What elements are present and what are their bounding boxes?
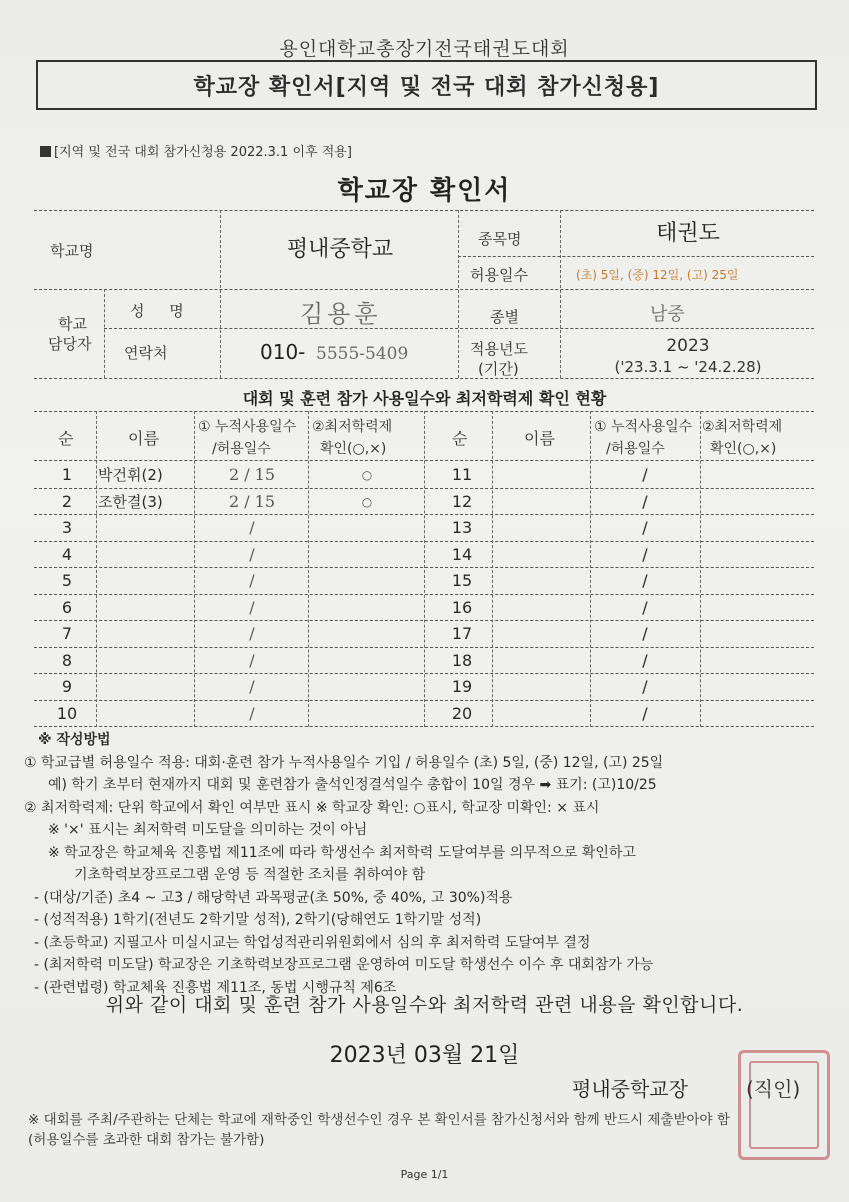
usage-days: / — [642, 624, 648, 643]
table-row — [38, 568, 813, 594]
contact-prefix: 010- — [260, 340, 306, 364]
min-achievement-check — [310, 595, 424, 621]
table-row — [38, 462, 813, 488]
school-label: 학교명 — [50, 242, 94, 260]
col-header-days-2: /허용일수 — [212, 441, 271, 457]
instruction-line: ※ 학교장은 학교체육 진흥법 제11조에 따라 학생선수 최저학력 도달여부를 의무적으로 확인하고 — [48, 844, 636, 861]
event-title: 용인대학교총장기전국태권도대회 — [279, 38, 570, 60]
instruction-line: - (초등학교) 지필고사 미실시교는 학업성적관리위원회에서 심의 후 최저학력 도달여부 결정 — [34, 934, 591, 951]
manager-label-line2: 담당자 — [48, 335, 92, 353]
min-achievement-check — [310, 515, 424, 541]
divider — [104, 289, 105, 378]
row-no: 18 — [451, 650, 473, 670]
page-number: Page 1/1 — [400, 1168, 449, 1181]
usage-days: 2 / 15 — [228, 491, 276, 511]
table-row — [38, 674, 813, 700]
usage-days: / — [249, 624, 255, 643]
row-no: 4 — [61, 544, 73, 564]
row-no: 2 — [61, 491, 73, 511]
min-achievement-check — [310, 542, 424, 568]
name-label: 성 명 — [130, 302, 194, 320]
instruction-line: ① 학교급별 허용일수 적용: 대회·훈련 참가 누적사용일수 기입 / 허용일수 (초) 5일, (중) 12일, (고) 25일 — [24, 754, 664, 771]
divider — [220, 210, 221, 378]
table-row — [38, 595, 813, 621]
table-row — [38, 648, 813, 674]
student-name — [98, 568, 194, 594]
year-label-2: (기간) — [478, 360, 519, 378]
min-achievement-check — [310, 568, 424, 594]
usage-days: / — [642, 544, 648, 564]
sport-label: 종목명 — [478, 230, 522, 248]
row-no: 6 — [61, 597, 73, 617]
col-header-check-2: 확인(○,×) — [320, 441, 387, 457]
student-name — [98, 595, 194, 621]
gender-label: 종별 — [490, 308, 519, 326]
instruction-line: - (성적적용) 1학기(전년도 2학기말 성적), 2학기(당해연도 1학기말 성적) — [34, 912, 482, 928]
contact-label: 연락처 — [124, 344, 168, 362]
usage-days: / — [642, 518, 648, 537]
divider — [492, 411, 493, 727]
usage-days: / — [249, 597, 255, 617]
divider — [34, 378, 814, 379]
row-no: 9 — [61, 677, 73, 696]
usage-days: / — [249, 571, 255, 590]
official-seal-stamp — [738, 1050, 830, 1160]
row-no: 3 — [61, 518, 73, 537]
divider — [590, 411, 591, 727]
divider — [194, 411, 195, 727]
contact-handwritten: 5555-5409 — [316, 344, 409, 364]
table-title: 대회 및 훈련 참가 사용일수와 최저학력제 확인 현황 — [242, 389, 607, 408]
divider — [458, 256, 814, 257]
min-achievement-check: ○ — [361, 468, 373, 482]
seal-label: (직인) — [746, 1077, 801, 1101]
divider — [560, 210, 561, 378]
instruction-line: - (최저학력 미도달) 학교장은 기초학력보장프로그램 운영하여 미도달 학생선수 이수 후 대회참가 가능 — [34, 957, 654, 973]
min-achievement-check — [310, 674, 424, 700]
student-name: 박건휘(2) — [98, 466, 163, 484]
min-achievement-check — [310, 701, 424, 727]
instruction-line: - (대상/기준) 초4 ~ 고3 / 해당학년 과목평균(초 50%, 중 40%, 고 30%)적용 — [34, 889, 513, 906]
square-bullet-icon — [40, 146, 51, 157]
footer-line: (허용일수를 초과한 대회 참가는 불가함) — [28, 1132, 265, 1148]
footer-line: ※ 대회를 주최/주관하는 단체는 학교에 재학중인 학생선수인 경우 본 확인서를 참가신청서와 함께 반드시 제출받아야 함 — [28, 1112, 730, 1128]
usage-days: / — [642, 703, 648, 723]
manager-name-handwritten: 김용훈 — [300, 300, 382, 328]
col-header-days-right-2: /허용일수 — [606, 441, 665, 457]
col-header-no: 순 — [58, 429, 74, 448]
col-header-days: ① 누적사용일수 — [198, 419, 297, 435]
writing-instructions — [24, 729, 663, 999]
divider — [458, 210, 459, 378]
usage-days: / — [642, 597, 648, 617]
col-header-name: 이름 — [128, 429, 159, 448]
row-no: 11 — [451, 465, 473, 484]
usage-days: / — [249, 650, 255, 670]
document-title: 학교장 확인서 — [337, 176, 512, 206]
col-header-days-right: ① 누적사용일수 — [594, 419, 693, 435]
min-achievement-check — [310, 648, 424, 674]
instruction-line: ② 최저학력제: 단위 학교에서 확인 여부만 표시 ※ 학교장 확인: ○표시, 학교장 미확인: × 표시 — [24, 799, 600, 816]
confirmation-statement: 위와 같이 대회 및 훈련 참가 사용일수와 최저학력 관련 내용을 확인합니다. — [105, 994, 744, 1016]
row-no: 1 — [61, 465, 73, 484]
row-no: 8 — [61, 650, 73, 670]
student-name — [98, 515, 194, 541]
col-header-no-right: 순 — [452, 429, 468, 448]
row-no: 13 — [451, 518, 473, 537]
table-row — [38, 542, 813, 568]
principal-title: 평내중학교장 — [572, 1077, 688, 1101]
divider — [104, 328, 814, 329]
row-no: 7 — [61, 624, 73, 643]
form-title-box: 학교장 확인서[지역 및 전국 대회 참가신청용] — [36, 60, 817, 110]
row-no: 5 — [61, 571, 73, 590]
year-value: 2023 — [666, 336, 710, 356]
student-name: 조한결(3) — [98, 492, 163, 511]
usage-days: / — [642, 465, 648, 484]
usage-days: / — [249, 703, 255, 723]
gender-value-handwritten: 남중 — [650, 304, 685, 325]
usage-days: / — [642, 677, 648, 696]
row-no: 16 — [451, 597, 473, 617]
usage-days: / — [642, 650, 648, 670]
usage-days: / — [249, 544, 255, 564]
col-header-check: ②최저학력제 — [312, 419, 393, 435]
row-no: 17 — [451, 624, 473, 643]
divider — [424, 411, 425, 727]
instruction-line: 예) 학기 초부터 현재까지 대회 및 훈련참가 출석인정결석일수 총합이 10일 경우 ➡ 표기: (고)10/25 — [48, 777, 657, 793]
usage-days: / — [249, 677, 255, 696]
instructions-heading: ※ 작성방법 — [38, 732, 111, 748]
applicability-note-text: [지역 및 전국 대회 참가신청용 2022.3.1 이후 적용] — [54, 145, 352, 160]
row-no: 10 — [56, 703, 78, 723]
usage-days: / — [642, 491, 648, 511]
divider — [34, 210, 814, 211]
student-name — [98, 674, 194, 700]
footer-note — [28, 1110, 730, 1150]
table-row — [38, 701, 813, 727]
student-name — [98, 542, 194, 568]
divider — [700, 411, 701, 727]
issue-date: 2023년 03월 21일 — [329, 1043, 520, 1068]
allow-days-label: 허용일수 — [470, 266, 528, 284]
applicability-note — [40, 141, 352, 160]
divider — [96, 411, 97, 727]
row-no: 14 — [451, 544, 473, 564]
manager-label-line1: 학교 — [58, 315, 87, 333]
year-period: ('23.3.1 ~ '24.2.28) — [614, 358, 762, 376]
table-row — [38, 515, 813, 541]
allow-days-value: (초) 5일, (중) 12일, (고) 25일 — [576, 268, 739, 282]
min-achievement-check: ○ — [361, 494, 373, 509]
row-no: 19 — [451, 677, 473, 696]
year-label: 적용년도 — [470, 340, 528, 358]
col-header-check-right-2: 확인(○,×) — [710, 441, 777, 457]
usage-days: 2 / 15 — [228, 465, 276, 484]
instruction-line: - (관련법령) 학교체육 진흥법 제11조, 동법 시행규칙 제6조 — [34, 979, 397, 996]
student-name — [98, 621, 194, 647]
student-name — [98, 701, 194, 727]
col-header-check-right: ②최저학력제 — [702, 419, 783, 435]
table-row — [38, 489, 813, 515]
min-achievement-check — [310, 621, 424, 647]
divider — [34, 289, 814, 290]
divider — [308, 411, 309, 727]
usage-days: / — [249, 518, 255, 537]
row-no: 15 — [451, 571, 473, 590]
row-no: 20 — [451, 703, 473, 723]
school-value: 평내중학교 — [286, 237, 394, 262]
table-row — [38, 621, 813, 647]
instruction-line: 기초학력보장프로그램 운영 등 적절한 조치를 취하여야 함 — [74, 867, 426, 883]
student-name — [98, 648, 194, 674]
col-header-name-right: 이름 — [524, 429, 555, 448]
instruction-line: ※ '×' 표시는 최저학력 미도달을 의미하는 것이 아님 — [48, 822, 368, 838]
usage-days: / — [642, 571, 648, 590]
row-no: 12 — [451, 491, 473, 511]
sport-value: 태권도 — [656, 221, 720, 246]
